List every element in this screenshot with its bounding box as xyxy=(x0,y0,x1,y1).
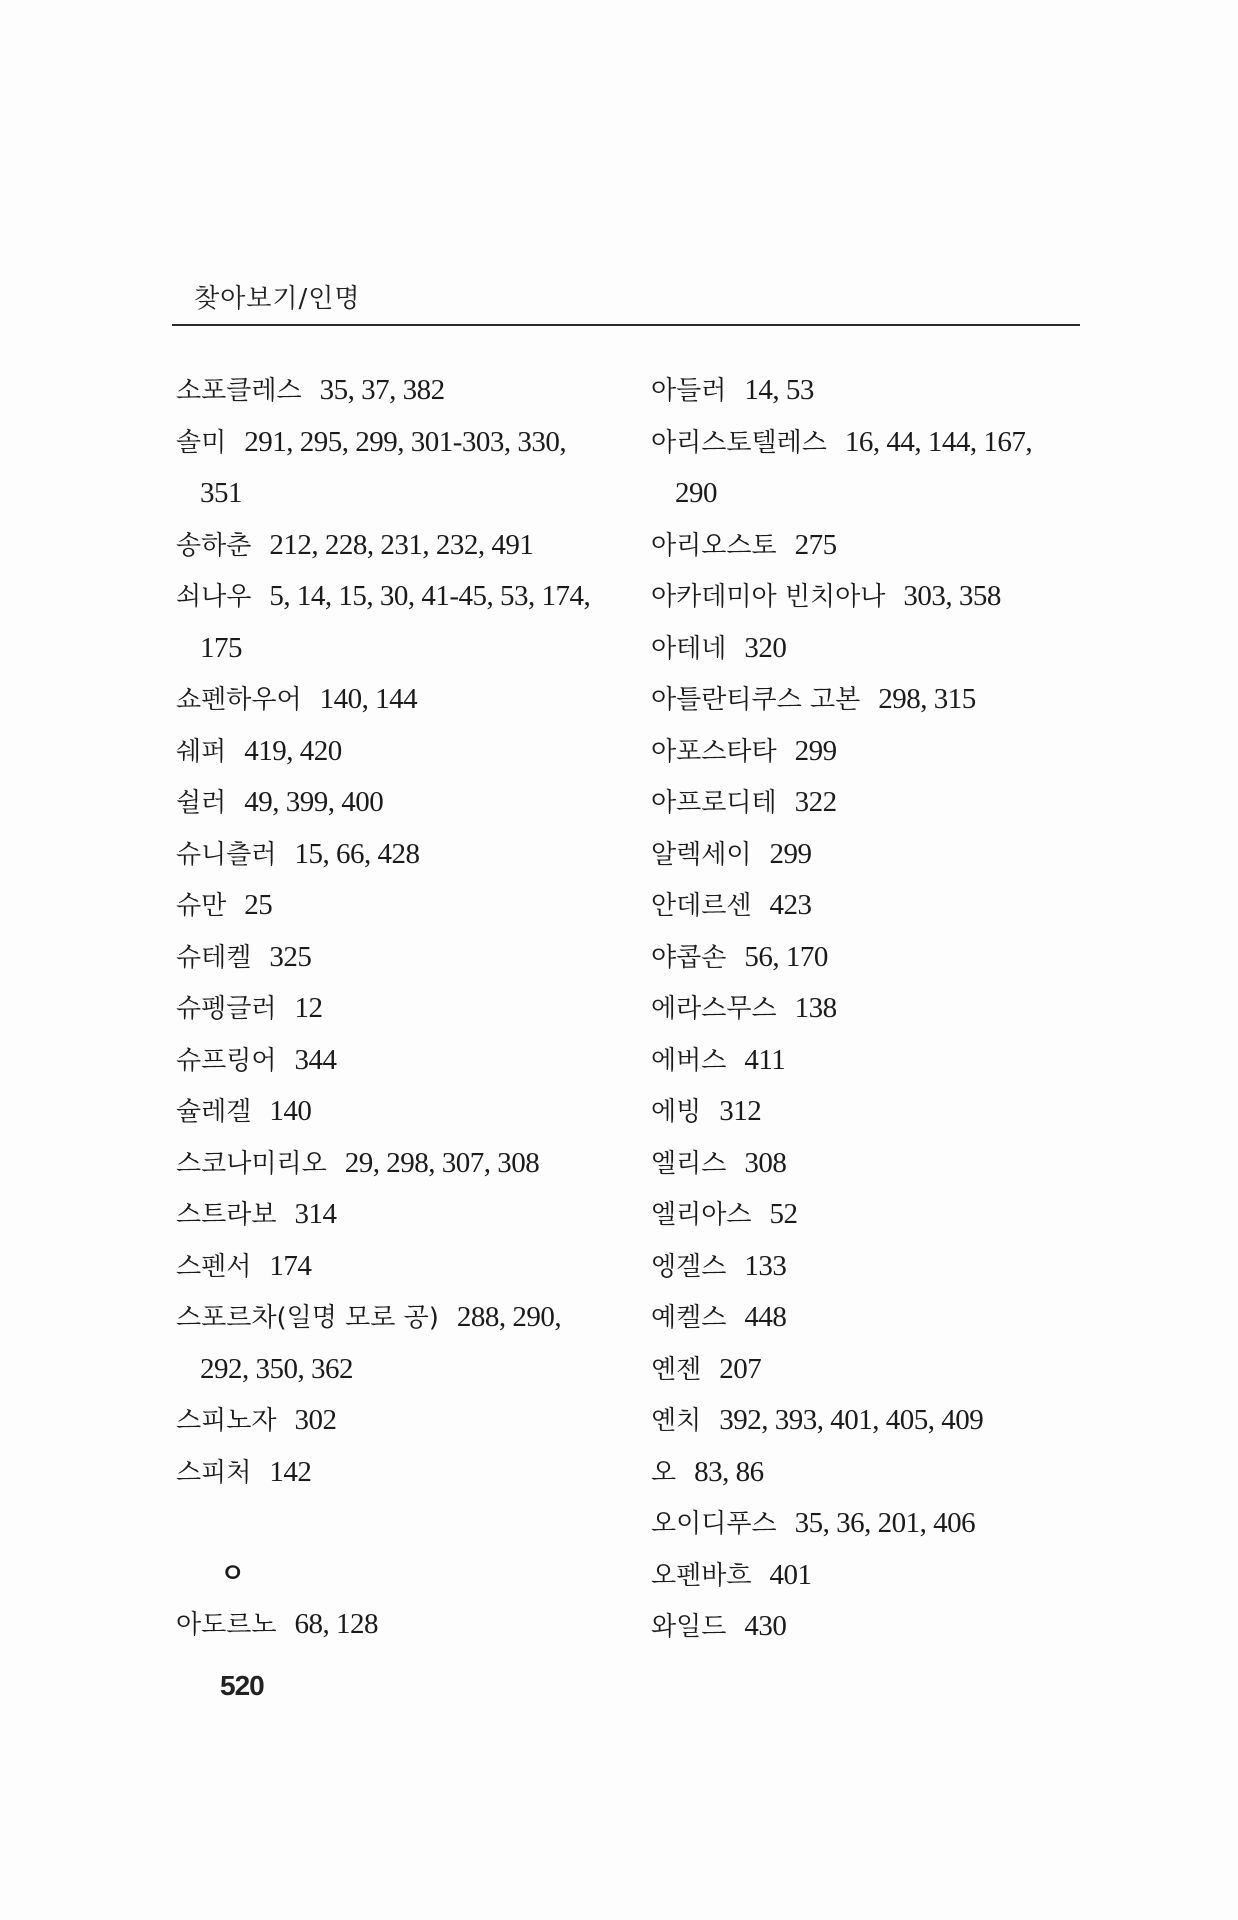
entry-name: 안데르센 xyxy=(651,891,752,921)
entry-pages: 430 xyxy=(744,1610,787,1642)
running-head: 찾아보기/인명 xyxy=(194,284,361,314)
entry-pages: 448 xyxy=(744,1301,787,1333)
entry-name: 옌젠 xyxy=(651,1354,702,1385)
entry-pages: 35, 37, 382 xyxy=(319,374,445,406)
entry-pages: 140, 144 xyxy=(319,683,418,715)
entry-name: 와일드 xyxy=(651,1612,727,1642)
entry-name: 쇠나우 xyxy=(176,582,252,612)
entry-name: 아리오스토 xyxy=(651,530,777,561)
index-entry xyxy=(176,1035,626,1087)
entry-pages: 52 xyxy=(769,1198,798,1230)
index-entry xyxy=(176,1447,626,1499)
entry-name: 스펜서 xyxy=(176,1251,252,1282)
entry-pages: 275 xyxy=(794,528,837,561)
entry-name: 예켈스 xyxy=(651,1303,727,1333)
entry-pages: 320 xyxy=(744,631,787,664)
entry-pages: 298, 315 xyxy=(878,683,976,715)
entry-name: 아도르노 xyxy=(176,1610,277,1640)
entry-name: 슈만 xyxy=(176,891,227,921)
entry-name: 송하춘 xyxy=(176,530,252,561)
entry-pages: 49, 399, 400 xyxy=(244,786,384,818)
index-entry-continuation xyxy=(176,1344,626,1396)
index-entry xyxy=(651,1292,1081,1344)
entry-name: 슈테켈 xyxy=(176,942,252,973)
entry-name: 엘리아스 xyxy=(651,1200,752,1230)
entry-pages: 351 xyxy=(200,477,242,509)
index-entry xyxy=(651,417,1081,469)
entry-name: 오펜바흐 xyxy=(651,1560,752,1591)
index-entry xyxy=(176,1086,626,1138)
entry-name: 슐레겔 xyxy=(176,1097,252,1127)
entry-pages: 312 xyxy=(719,1095,762,1127)
index-entry xyxy=(651,1601,1081,1653)
index-entry xyxy=(651,1395,1081,1447)
index-entry xyxy=(176,571,626,623)
index-entry xyxy=(651,1447,1081,1499)
index-entry xyxy=(651,932,1081,984)
entry-name: 쉴러 xyxy=(176,788,227,818)
index-entry xyxy=(651,571,1081,623)
entry-pages: 299 xyxy=(794,734,837,767)
entry-pages: 142 xyxy=(269,1455,312,1488)
entry-pages: 288, 290, xyxy=(456,1301,562,1333)
entry-name: 아리스토텔레스 xyxy=(651,427,827,458)
entry-pages: 68, 128 xyxy=(294,1608,378,1640)
entry-pages: 14, 53 xyxy=(744,374,814,406)
entry-pages: 291, 295, 299, 301-303, 330, xyxy=(244,425,567,458)
entry-name: 아포스타타 xyxy=(651,736,777,767)
entry-name: 소포클레스 xyxy=(176,376,302,406)
entry-name: 에버스 xyxy=(651,1045,727,1076)
entry-pages: 392, 393, 401, 405, 409 xyxy=(719,1404,984,1436)
entry-name: 에빙 xyxy=(651,1097,702,1127)
entry-name: 에라스무스 xyxy=(651,994,777,1024)
index-entry xyxy=(176,1241,626,1293)
index-entry xyxy=(651,365,1081,417)
index-entry xyxy=(176,777,626,829)
index-entry xyxy=(651,623,1081,675)
index-entry xyxy=(651,880,1081,932)
entry-pages: 5, 14, 15, 30, 41-45, 53, 174, xyxy=(269,580,591,612)
entry-name: 아틀란티쿠스 고본 xyxy=(651,685,861,715)
entry-pages: 138 xyxy=(794,992,837,1024)
entry-pages: 314 xyxy=(294,1198,337,1230)
index-entry xyxy=(176,674,626,726)
page-number: 520 xyxy=(220,1670,264,1701)
index-entry xyxy=(651,1241,1081,1293)
entry-name: 옌치 xyxy=(651,1406,702,1436)
index-entry xyxy=(651,674,1081,726)
index-entry xyxy=(176,520,626,572)
entry-pages: 325 xyxy=(269,940,312,973)
entry-name: 스피처 xyxy=(176,1457,252,1488)
entry-name: 야콥손 xyxy=(651,942,727,973)
entry-pages: 322 xyxy=(794,786,837,818)
index-entry xyxy=(176,1138,626,1190)
index-column-right xyxy=(651,365,1081,1653)
index-entry xyxy=(651,1086,1081,1138)
entry-name: 엘리스 xyxy=(651,1148,727,1179)
entry-pages: 25 xyxy=(244,889,273,921)
index-entry xyxy=(651,1138,1081,1190)
index-entry xyxy=(651,1344,1081,1396)
entry-pages: 290 xyxy=(675,477,717,509)
index-column-left xyxy=(176,365,626,1651)
entry-pages: 207 xyxy=(719,1352,762,1385)
entry-pages: 419, 420 xyxy=(244,734,342,767)
entry-name: 쇼펜하우어 xyxy=(176,685,302,715)
entry-name: 아테네 xyxy=(651,633,727,664)
index-entry xyxy=(651,726,1081,778)
index-entry xyxy=(176,726,626,778)
page-header xyxy=(172,282,1080,326)
entry-name: 알렉세이 xyxy=(651,839,752,870)
entry-name: 스포르차(일명 모로 공) xyxy=(176,1303,439,1333)
index-entry xyxy=(176,880,626,932)
index-entry xyxy=(176,1599,626,1651)
index-entry xyxy=(176,417,626,469)
header-rule xyxy=(172,324,1080,326)
entry-pages: 35, 36, 201, 406 xyxy=(794,1507,976,1539)
entry-pages: 401 xyxy=(769,1558,812,1591)
entry-pages: 133 xyxy=(744,1249,787,1282)
index-entry-continuation xyxy=(651,468,1081,520)
index-entry xyxy=(651,829,1081,881)
entry-pages: 16, 44, 144, 167, xyxy=(844,425,1033,458)
entry-pages: 83, 86 xyxy=(694,1455,764,1488)
entry-pages: 140 xyxy=(269,1095,312,1127)
entry-name: 오이디푸스 xyxy=(651,1509,777,1539)
entry-pages: 12 xyxy=(294,992,323,1024)
entry-name: 아프로디테 xyxy=(651,788,777,818)
entry-pages: 212, 228, 231, 232, 491 xyxy=(269,528,534,561)
entry-name: 아카데미아 빈치아나 xyxy=(651,582,886,612)
entry-pages: 56, 170 xyxy=(744,940,828,973)
entry-pages: 299 xyxy=(769,837,812,870)
index-entry xyxy=(651,1189,1081,1241)
entry-name: 솔미 xyxy=(176,427,227,458)
entry-pages: 303, 358 xyxy=(903,580,1001,612)
entry-name: 슈프링어 xyxy=(176,1045,277,1076)
entry-name: 슈펭글러 xyxy=(176,994,277,1024)
index-entry xyxy=(176,829,626,881)
index-entry-continuation xyxy=(176,623,626,675)
index-entry xyxy=(176,1292,626,1344)
index-entry xyxy=(176,365,626,417)
entry-pages: 411 xyxy=(744,1043,786,1076)
entry-pages: 175 xyxy=(200,631,242,664)
entry-pages: 174 xyxy=(269,1249,312,1282)
entry-pages: 423 xyxy=(769,889,812,921)
entry-pages: 29, 298, 307, 308 xyxy=(344,1146,540,1179)
index-entry-continuation xyxy=(176,468,626,520)
entry-pages: 15, 66, 428 xyxy=(294,837,420,870)
index-entry xyxy=(651,1550,1081,1602)
index-entry xyxy=(176,1395,626,1447)
section-spacer xyxy=(176,1498,626,1549)
index-entry xyxy=(651,1035,1081,1087)
entry-name: 스트라보 xyxy=(176,1200,277,1230)
entry-name: 슈니츨러 xyxy=(176,839,277,870)
entry-pages: 302 xyxy=(294,1404,337,1436)
entry-pages: 344 xyxy=(294,1043,337,1076)
entry-pages: 292, 350, 362 xyxy=(200,1352,353,1385)
index-entry xyxy=(176,983,626,1035)
index-entry xyxy=(651,520,1081,572)
index-entry xyxy=(176,932,626,984)
entry-name: 스피노자 xyxy=(176,1406,277,1436)
entry-pages: 308 xyxy=(744,1146,787,1179)
entry-name: 스코나미리오 xyxy=(176,1148,327,1179)
section-heading: ㅇ xyxy=(220,1558,246,1589)
entry-name: 오 xyxy=(651,1457,677,1488)
index-entry xyxy=(651,777,1081,829)
entry-name: 쉐퍼 xyxy=(176,736,227,767)
entry-name: 아들러 xyxy=(651,376,727,406)
index-entry xyxy=(651,983,1081,1035)
index-entry xyxy=(176,1189,626,1241)
index-entry xyxy=(651,1498,1081,1550)
entry-name: 엥겔스 xyxy=(651,1251,727,1282)
